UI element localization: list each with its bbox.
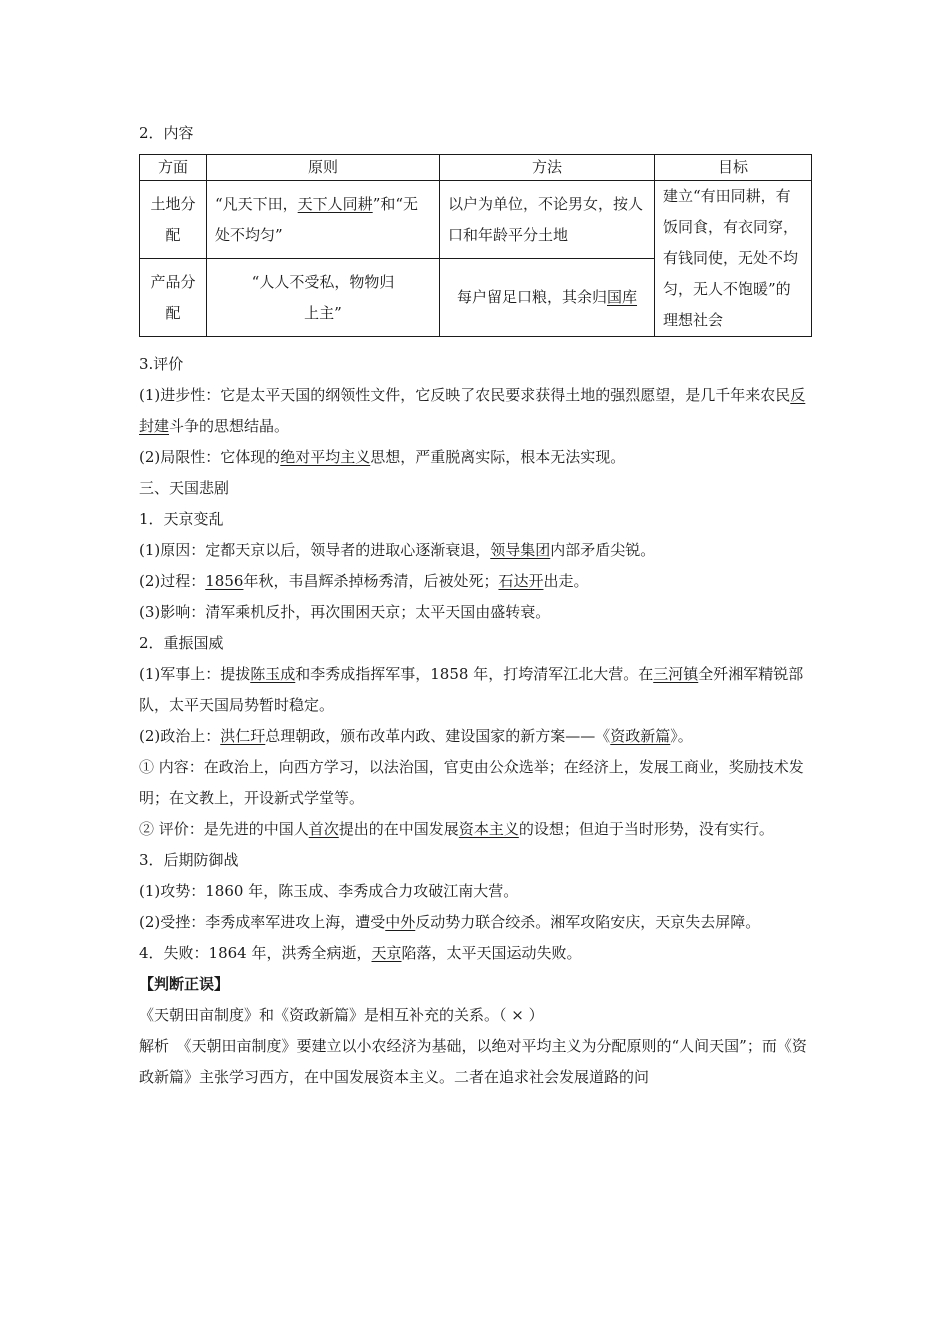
paragraph: (3)影响：清军乘机反扑，再次围困天京；太平天国由盛转衰。 [139,603,551,621]
underlined-term: 领导集团 [490,541,551,559]
table-header-cell: 方法 [440,155,655,181]
subsection-heading: 2．重振国威 [139,634,224,652]
underlined-term: 绝对平均主义 [280,448,371,466]
paragraph [139,380,813,442]
paragraph-text: 反动势力联合绞杀。湘军攻陷安庆，天京失去屏障。 [415,913,761,931]
paragraph-text: 内部矛盾尖锐。 [550,541,656,559]
underlined-term: 石达开 [498,572,544,590]
paragraph-text: 4．失败：1864 年，洪秀全病逝， [139,944,372,962]
underlined-term: 天京 [371,944,402,962]
table-header-cell: 原则 [207,155,440,181]
paragraph-text: 的设想；但迫于当时形势，没有实行。 [518,820,774,838]
paragraph-text: 总理朝政，颁布改革内政、建设国家的新方案——《 [265,727,611,745]
paragraph-text: (1)原因：定都天京以后，领导者的进取心逐渐衰退， [139,541,491,559]
section-heading-content: 2．内容 [139,124,194,142]
principle-text: “凡天下田， [215,194,298,213]
document-page [139,118,813,1093]
paragraph-text: (2)受挫：李秀成率军进攻上海，遭受 [139,913,386,931]
paragraph [139,721,813,752]
paragraph-text: 斗争的思想结晶。 [169,417,290,435]
underlined-term: 反封建 [139,386,806,435]
underlined-term: 三河镇 [653,665,699,683]
paragraph [139,566,813,597]
judge-analysis: 解析 《天朝田亩制度》要建立以小农经济为基础，以绝对平均主义为分配原则的“人间天国”；而《资政新篇》主张学习西方，在中国发展资本主义。二者在追求社会发展道路的问 [139,1037,807,1086]
principle-text: ”和“无处不均匀” [215,194,419,244]
paragraph-text: 和李秀成指挥军事，1858 年，打垮清军江北大营。在 [295,665,654,683]
underlined-term: 中外 [385,913,416,931]
subsection-heading: 3．后期防御战 [139,851,239,869]
paragraph-text: 全歼湘军精锐部队，太平天国局势暂时稳定。 [139,665,804,714]
aspect-cell: 产品分配 [140,259,207,337]
paragraph-text: 年秋，韦昌辉杀掉杨秀清，后被处死； [243,572,499,590]
underlined-term: 资本主义 [458,820,519,838]
subsection-heading: 1．天京变乱 [139,510,224,528]
paragraph [139,907,813,938]
table-header-cell: 方面 [140,155,207,181]
paragraph: ① 内容：在政治上，向西方学习，以法治国，官吏由公众选举；在经济上，发展工商业，奖励技术发明；在文教上，开设新式学堂等。 [139,758,804,807]
paragraph-text: (1)军事上：提拔 [139,665,251,683]
paragraph-text: 出走。 [543,572,589,590]
paragraph [139,814,813,845]
paragraph-text: 陷落，太平天国运动失败。 [401,944,582,962]
goal-cell: 建立“有田同耕，有饭同食，有衣同穿，有钱同使，无处不均匀，无人不饱暖”的理想社会 [655,181,812,337]
paragraph-text: 》。 [670,727,693,745]
method-text: 每户留足口粮，其余归 [456,288,607,306]
aspect-cell: 土地分配 [140,181,207,259]
underlined-term: 资政新篇 [610,727,671,745]
principle-cell [207,181,440,259]
section-heading: 三、天国悲剧 [139,479,230,497]
paragraph-text: (1)进步性：它是太平天国的纲领性文件，它反映了农民要求获得土地的强烈愿望，是几千年来农民 [139,386,791,404]
paragraph-text: ② 评价：是先进的中国人 [139,820,309,838]
underlined-term: 国库 [607,288,638,306]
paragraph-text: (2)局限性：它体现的 [139,448,281,466]
table-header-row [140,155,812,181]
paragraph-text: (2)过程： [139,572,206,590]
content-table [139,154,812,337]
judge-statement: 《天朝田亩制度》和《资政新篇》是相互补充的关系。（ × ） [139,1006,544,1024]
underlined-term: 首次 [308,820,339,838]
underlined-term: 陈玉成 [250,665,296,683]
paragraph-text: (2)政治上： [139,727,221,745]
eval-heading: 3.评价 [139,355,184,373]
paragraph [139,938,813,969]
paragraph [139,442,813,473]
underlined-term: 1856 [205,572,244,590]
principle-cell: “人人不受私，物物归上主” [207,259,440,337]
method-cell [440,259,655,337]
judge-heading: 【判断正误】 [139,975,230,993]
table-row [140,181,812,259]
method-cell: 以户为单位，不论男女，按人口和年龄平分土地 [440,181,655,259]
paragraph [139,659,813,721]
table-header-cell: 目标 [655,155,812,181]
paragraph-text: 提出的在中国发展 [338,820,459,838]
paragraph-text: 思想，严重脱离实际，根本无法实现。 [370,448,626,466]
paragraph [139,535,813,566]
underlined-term: 天下人同耕 [297,194,373,213]
underlined-term: 洪仁玕 [220,727,266,745]
paragraph: (1)攻势：1860 年，陈玉成、李秀成合力攻破江南大营。 [139,882,519,900]
